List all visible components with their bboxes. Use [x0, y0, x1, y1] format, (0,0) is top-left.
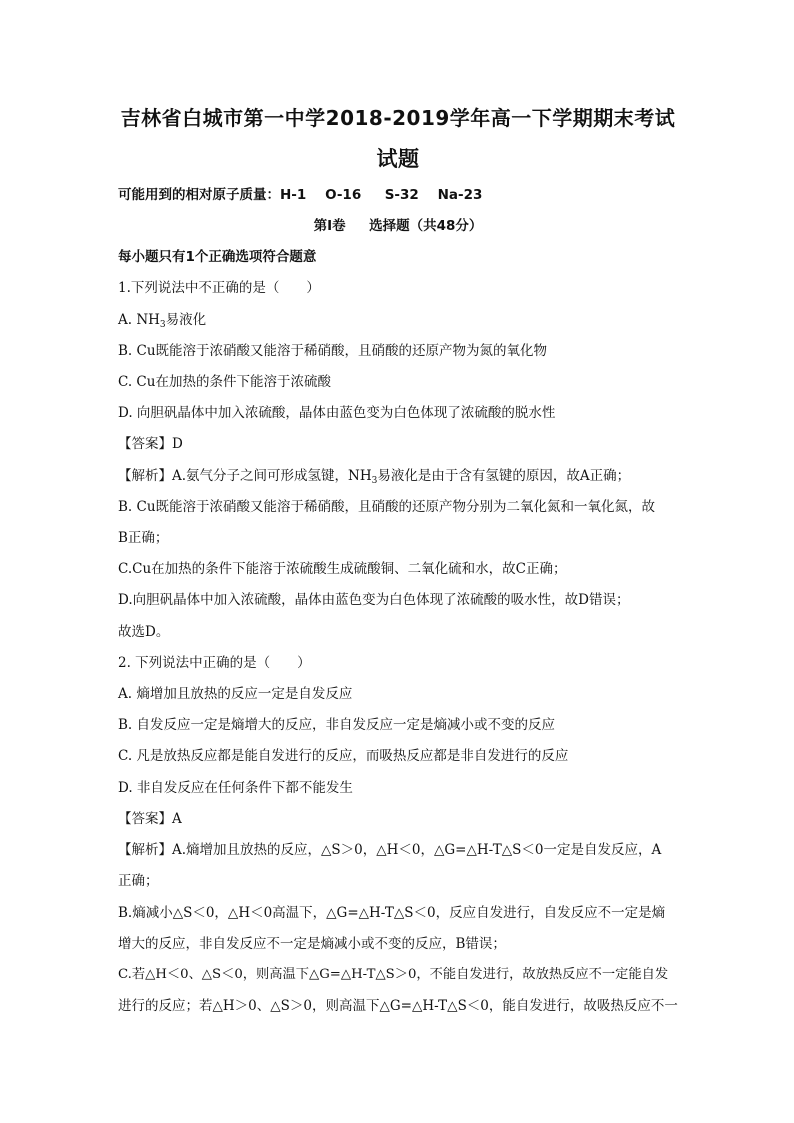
q1-explanation-line5: D.向胆矾晶体中加入浓硫酸，晶体由蓝色变为白色体现了浓硫酸的吸水性，故D错误； [118, 592, 630, 608]
q1-explanation-subscript: 3 [371, 476, 378, 486]
q1-explanation-line3: B正确； [118, 530, 169, 546]
q1-option-a [118, 310, 206, 330]
q1-stem: 1.下列说法中不正确的是（ ） [118, 280, 320, 296]
q2-answer: 【答案】A [118, 811, 182, 827]
q2-explanation-line3: B.熵减小△S＜0，△H＜0高温下，△G=△H-T△S＜0，反应自发进行，自发反应不一定是熵 [118, 905, 666, 921]
q1-explanation-line1-prefix: 【解析】A.氨气分子之间可形成氢键，NH [118, 468, 372, 484]
q1-option-c: C. Cu在加热的条件下能溶于浓硫酸 [118, 374, 331, 390]
q1-option-a-prefix: A. NH [118, 312, 160, 328]
q2-explanation-line5: C.若△H＜0、△S＜0，则高温下△G=△H-T△S＞0，不能自发进行，故放热反应不一定能自发 [118, 967, 669, 982]
q2-explanation-line1: 【解析】A.熵增加且放热的反应，△S＞0，△H＜0，△G=△H-T△S＜0一定是自发反应，A [118, 842, 662, 858]
q1-explanation-line4: C.Cu在加热的条件下能溶于浓硫酸生成硫酸铜、二氧化硫和水，故C正确； [118, 561, 567, 577]
q1-explanation-line1 [118, 466, 630, 486]
q2-explanation-line6: 进行的反应；若△H＞0、△S＞0，则高温下△G=△H-T△S＜0，能自发进行，故吸热反应不一 [118, 998, 678, 1014]
q1-answer: 【答案】D [118, 436, 183, 452]
q1-option-a-text: 易液化 [165, 312, 207, 328]
q1-explanation-line1-text: 易液化是由于含有氢键的原因，故A正确； [377, 468, 631, 484]
q1-explanation-line6: 故选D。 [118, 624, 170, 640]
q1-option-d: D. 向胆矾晶体中加入浓硫酸，晶体由蓝色变为白色体现了浓硫酸的脱水性 [118, 405, 556, 421]
instruction-text: 每小题只有1个正确选项符合题意 [118, 249, 317, 265]
q2-option-b: B. 自发反应一定是熵增大的反应，非自发反应一定是熵减小或不变的反应 [118, 717, 556, 733]
q1-option-b: B. Cu既能溶于浓硝酸又能溶于稀硝酸，且硝酸的还原产物为氮的氧化物 [118, 343, 548, 359]
q1-explanation-line2: B. Cu既能溶于浓硝酸又能溶于稀硝酸，且硝酸的还原产物分别为二氧化氮和一氧化氮，故 [118, 499, 656, 515]
q2-option-a: A. 熵增加且放热的反应一定是自发反应 [118, 686, 353, 702]
document-title-line2: 试题 [376, 147, 420, 171]
q2-explanation-line2: 正确； [118, 873, 159, 889]
document-title-line1: 吉林省白城市第一中学2018-2019学年高一下学期期末考试 [120, 106, 676, 130]
q2-explanation-line4: 增大的反应，非自发反应不一定是熵减小或不变的反应，B错误； [118, 936, 506, 952]
section-heading: 第Ⅰ卷 选择题（共48分） [313, 218, 483, 234]
atomic-masses-note: 可能用到的相对原子质量：H-1 O-16 S-32 Na-23 [118, 187, 483, 203]
q2-stem: 2. 下列说法中正确的是（ ） [118, 655, 311, 671]
q2-option-c: C. 凡是放热反应都是能自发进行的反应，而吸热反应都是非自发进行的反应 [118, 748, 569, 764]
q2-option-d: D. 非自发反应在任何条件下都不能发生 [118, 780, 353, 796]
q1-option-a-subscript: 3 [159, 320, 166, 330]
